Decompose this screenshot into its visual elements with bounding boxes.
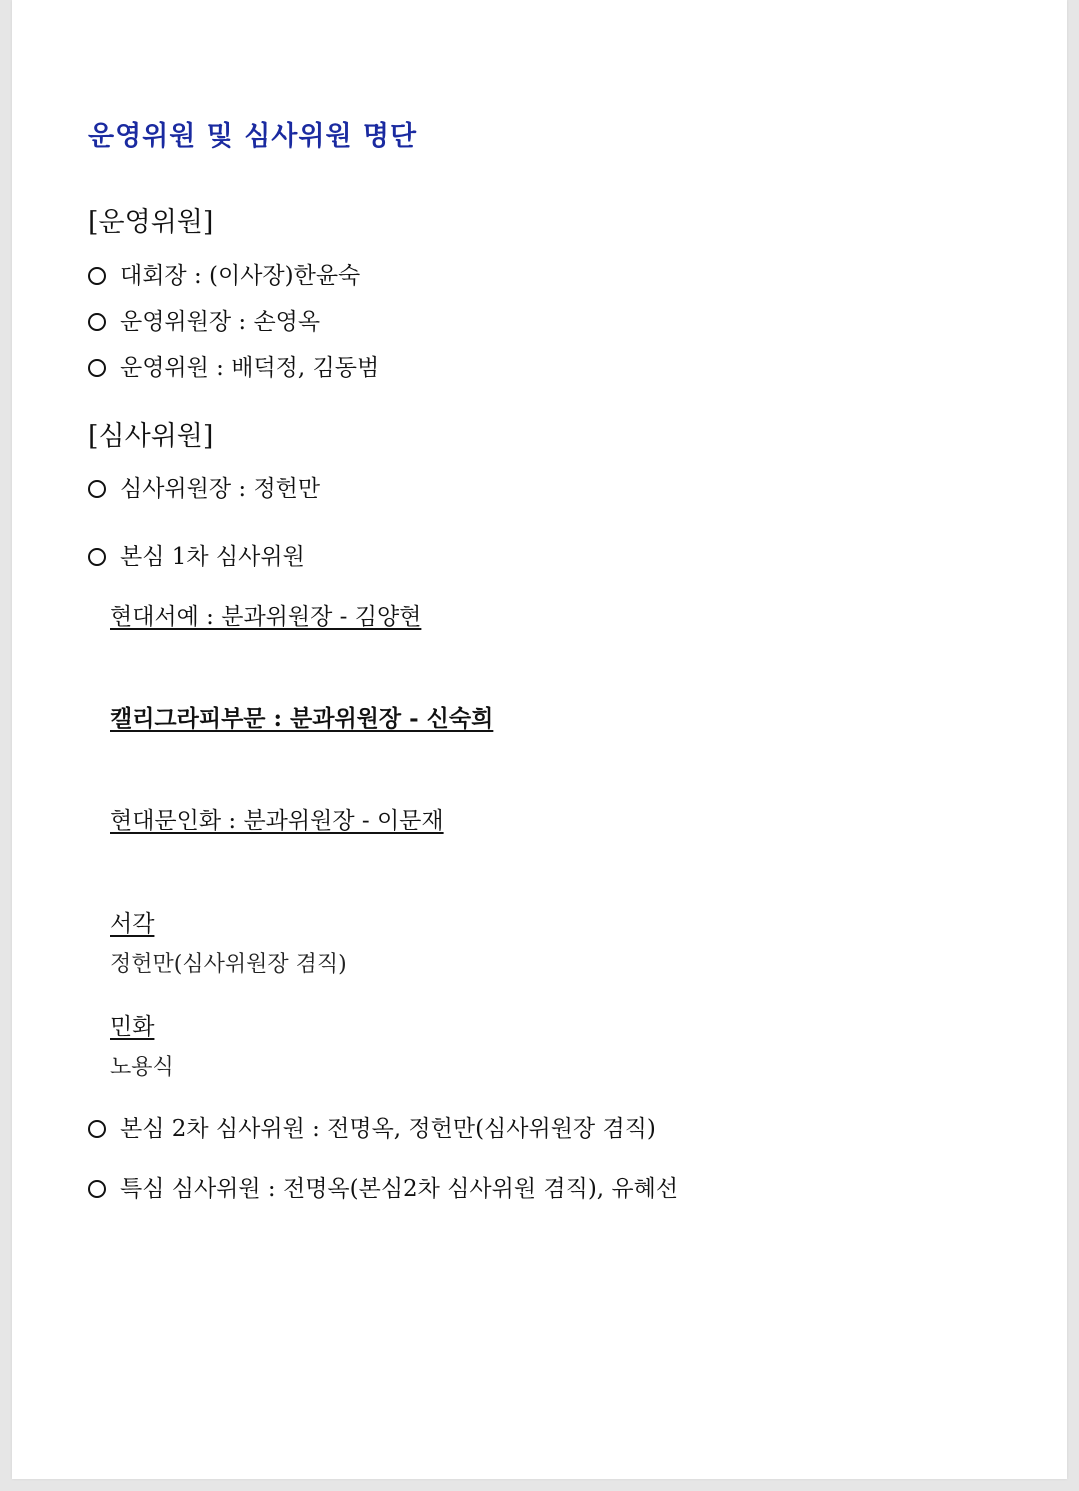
operating-committee-heading: [운영위원]	[88, 207, 214, 238]
group-folk-painting-name: 노용식	[110, 1055, 174, 1080]
list-item-text: 심사위원장 : 정헌만	[120, 476, 321, 502]
list-item-text: 운영위원 : 배덕정, 김동범	[120, 355, 380, 381]
list-item-judge-chair	[88, 470, 320, 503]
circle-bullet-icon	[88, 480, 106, 498]
group-modern-calligraphy: 현대서예 : 분과위원장 - 김양현	[110, 604, 422, 630]
circle-bullet-icon	[88, 359, 106, 377]
list-item-text: 운영위원장 : 손영옥	[120, 309, 321, 335]
list-item-round1	[88, 538, 305, 571]
document-page	[12, 0, 1067, 1479]
circle-bullet-icon	[88, 313, 106, 331]
circle-bullet-icon	[88, 548, 106, 566]
group-folk-painting-label: 민화	[110, 1014, 155, 1040]
page-title: 운영위원 및 심사위원 명단	[88, 121, 418, 152]
list-item-special	[88, 1170, 678, 1203]
list-item-text: 대회장 : (이사장)한윤숙	[120, 263, 361, 289]
circle-bullet-icon	[88, 267, 106, 285]
list-item-round2	[88, 1110, 656, 1143]
list-item-president	[88, 257, 360, 290]
group-calligraphy-art: 캘리그라피부문 : 분과위원장 - 신숙희	[110, 705, 494, 732]
group-seal-carving-label: 서각	[110, 911, 155, 937]
list-item-text: 본심 2차 심사위원 : 전명옥, 정헌만(심사위원장 겸직)	[120, 1116, 656, 1142]
list-item-committee-members	[88, 349, 379, 382]
list-item-text: 특심 심사위원 : 전명옥(본심2차 심사위원 겸직), 유혜선	[120, 1176, 679, 1202]
group-modern-literati-painting: 현대문인화 : 분과위원장 - 이문재	[110, 808, 444, 834]
circle-bullet-icon	[88, 1120, 106, 1138]
circle-bullet-icon	[88, 1180, 106, 1198]
list-item-text: 본심 1차 심사위원	[120, 544, 305, 570]
group-seal-carving-name: 정헌만(심사위원장 겸직)	[110, 952, 347, 977]
list-item-committee-chair	[88, 303, 320, 336]
judges-heading: [심사위원]	[88, 421, 214, 452]
